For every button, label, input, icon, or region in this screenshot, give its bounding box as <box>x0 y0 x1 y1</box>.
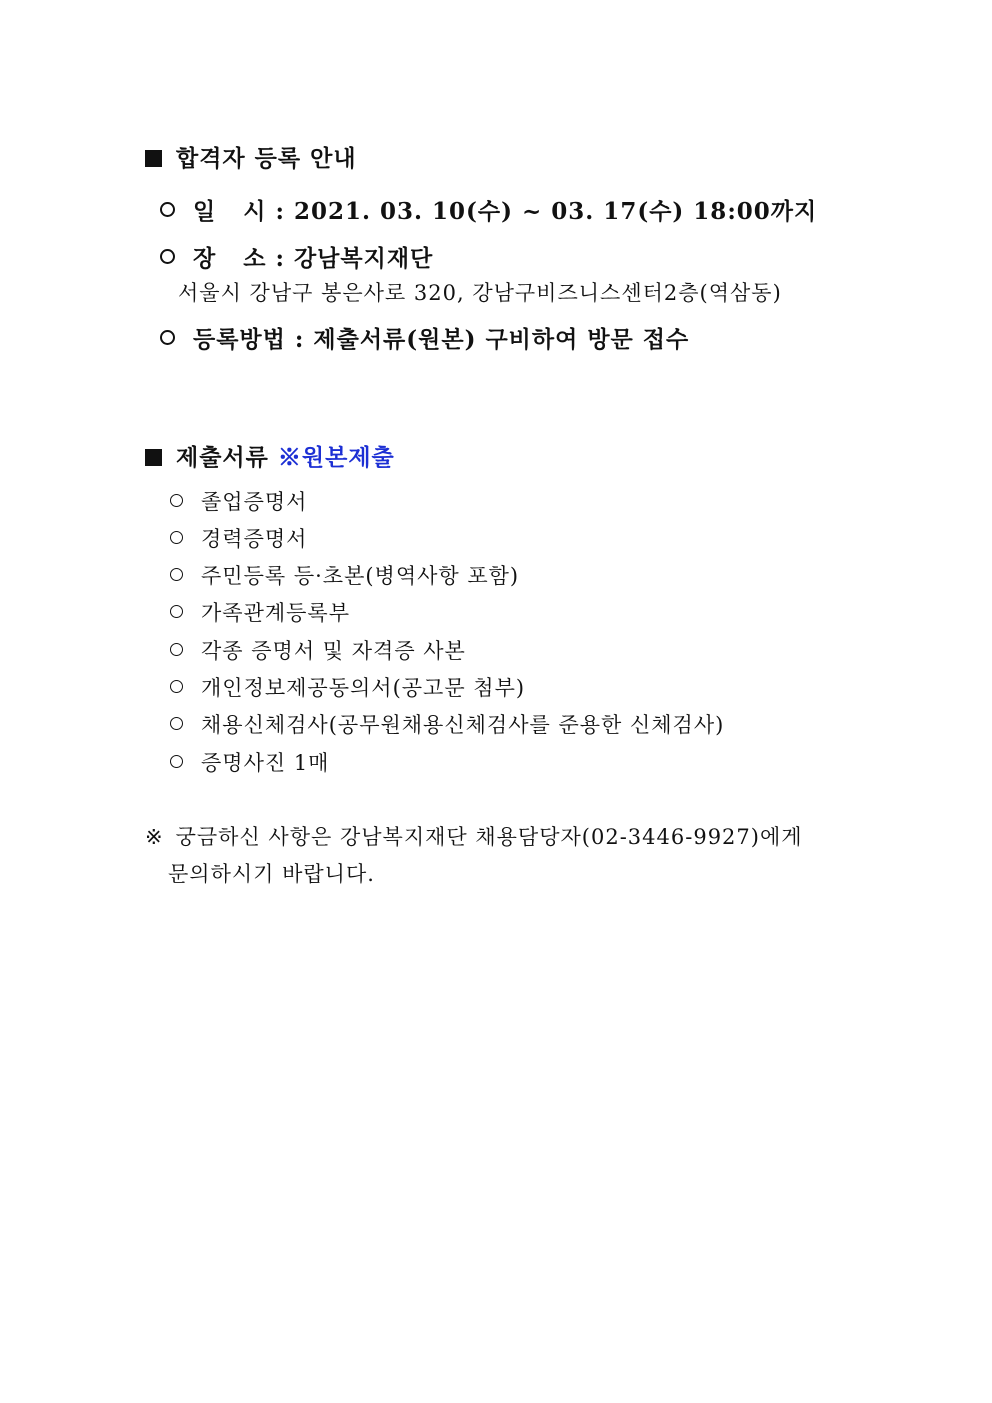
square-bullet-icon <box>145 150 162 167</box>
documents-heading-text: 제출서류 <box>176 444 269 471</box>
registration-heading-text: 합격자 등록 안내 <box>176 145 357 172</box>
contact-note-line-1 <box>145 821 803 851</box>
documents-heading <box>145 439 395 472</box>
document-item-label: 가족관계등록부 <box>201 601 351 625</box>
circle-bullet-icon <box>170 680 183 693</box>
document-item-label: 각종 증명서 및 자격증 사본 <box>201 639 466 663</box>
circle-bullet-icon <box>170 605 183 618</box>
contact-note-line-2: 문의하시기 바랍니다. <box>168 862 375 886</box>
document-item-label: 경력증명서 <box>201 527 308 551</box>
document-item <box>170 597 350 627</box>
circle-bullet-icon <box>170 717 183 730</box>
circle-bullet-icon <box>170 494 183 507</box>
circle-bullet-icon <box>170 643 183 656</box>
document-item-label: 채용신체검사(공무원채용신체검사를 준용한 신체검사) <box>201 713 725 737</box>
circle-bullet-icon <box>160 202 175 217</box>
circle-bullet-icon <box>170 531 183 544</box>
document-item-label: 주민등록 등·초본(병역사항 포함) <box>201 564 520 588</box>
document-item <box>170 672 525 702</box>
document-item <box>170 709 724 739</box>
circle-bullet-icon <box>160 330 175 345</box>
document-item <box>170 486 307 516</box>
registration-place-text: 장 소 : 강남복지재단 <box>193 245 434 272</box>
document-item <box>170 523 307 553</box>
document-item <box>170 747 329 777</box>
document-item-label: 졸업증명서 <box>201 490 308 514</box>
documents-heading-note: ※원본제출 <box>277 444 395 471</box>
registration-date-text: 일 시 : 2021. 03. 10(수) ~ 03. 17(수) 18:00까지 <box>193 198 818 225</box>
reference-mark-icon: ※ <box>145 825 164 849</box>
document-item <box>170 635 466 665</box>
registration-address: 서울시 강남구 봉은사로 320, 강남구비즈니스센터2층(역삼동) <box>178 281 782 305</box>
circle-bullet-icon <box>160 249 175 264</box>
circle-bullet-icon <box>170 568 183 581</box>
registration-method-line <box>160 321 689 354</box>
document-item-label: 개인정보제공동의서(공고문 첨부) <box>201 676 526 700</box>
registration-heading <box>145 140 357 173</box>
square-bullet-icon <box>145 449 162 466</box>
contact-note-text-1: 궁금하신 사항은 강남복지재단 채용담당자(02-3446-9927)에게 <box>175 825 803 849</box>
registration-date-line <box>160 193 817 226</box>
circle-bullet-icon <box>170 755 183 768</box>
registration-place-line <box>160 240 433 273</box>
document-item-label: 증명사진 1매 <box>201 751 330 775</box>
registration-method-text: 등록방법 : 제출서류(원본) 구비하여 방문 접수 <box>193 326 690 353</box>
document-item <box>170 560 519 590</box>
